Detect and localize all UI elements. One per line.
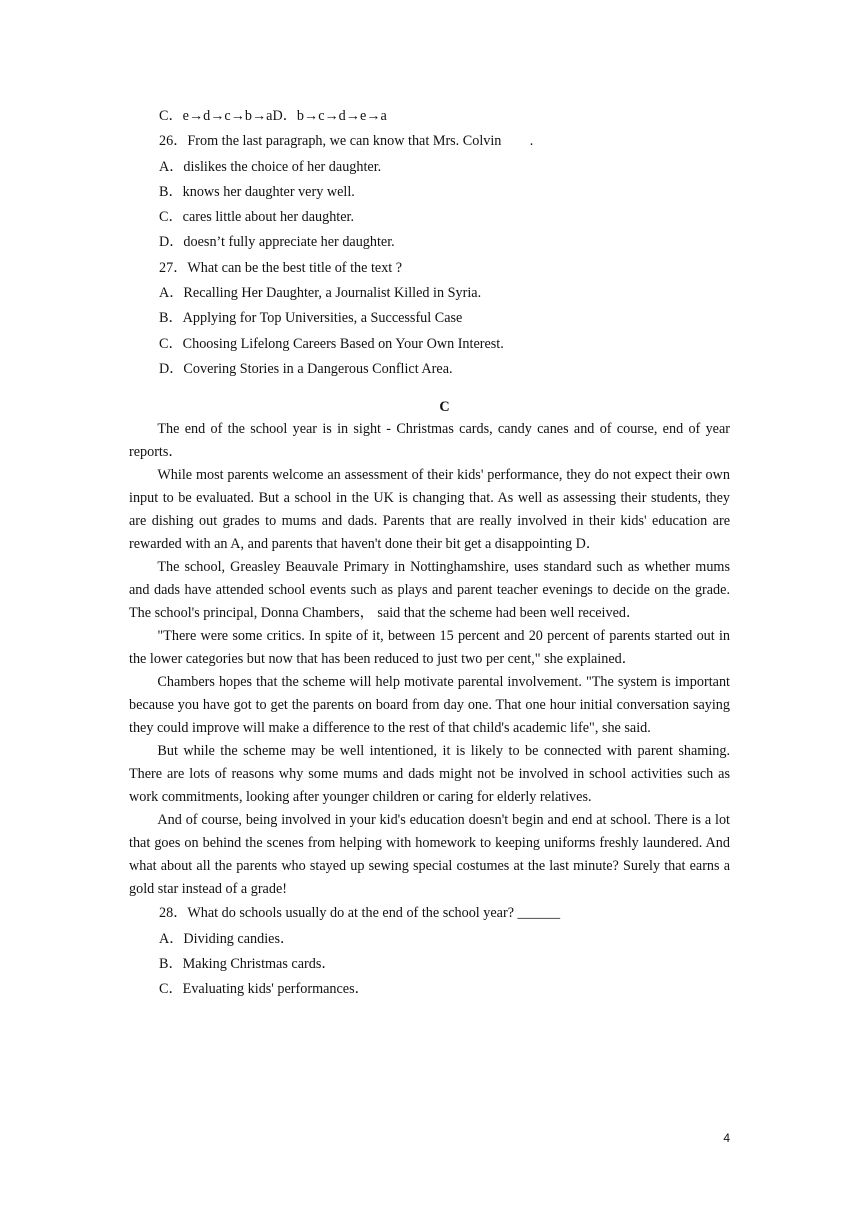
passage-paragraph: The end of the school year is in sight - Christmas cards, candy canes and of course, end of year reports．	[129, 421, 730, 461]
passage-paragraph: While most parents welcome an assessment of their kids' performance, they do not expect their own input to be evaluated. But a school in the UK is changing that. As well as assessing their students, they are dishing out grades to mums and dads. Parents that are really involved in their kids' education are rewarded with an A, and parents that haven't done their bit get a disappointing D．	[129, 467, 730, 553]
passage-paragraph: And of course, being involved in your kid's education doesn't begin and end at school. There is a lot that goes on behind the scenes from helping with homework to keeping uniforms freshly laundered. And what about all the parents who stayed up sewing special costumes at the last minute? Surely that earns a gold star instead of a grade!	[129, 812, 730, 898]
passage-paragraph: But while the scheme may be well intentioned, it is likely to be connected with parent shaming. There are lots of reasons why some mums and dads might not be involved in school activities such as work commitments, looking after younger children or caring for elderly relatives.	[129, 743, 730, 806]
option-line: D．doesn’t fully appreciate her daughter.	[159, 234, 395, 251]
option-line: C．Choosing Lifelong Careers Based on Your Own Interest.	[159, 335, 504, 352]
option-line: B．Making Christmas cards．	[159, 955, 336, 972]
section-title: C	[439, 399, 450, 416]
option-line: C．cares little about her daughter.	[159, 209, 355, 226]
option-line: D．Covering Stories in a Dangerous Conflict Area.	[159, 360, 453, 377]
question-26: 26．From the last paragraph, we can know that Mrs. Colvin .	[159, 133, 534, 150]
option-line: C．Evaluating kids' performances．	[159, 981, 369, 998]
option-line: A．Recalling Her Daughter, a Journalist Killed in Syria.	[159, 285, 482, 302]
option-line: C．e→d→c→b→aD．b→c→d→e→a	[159, 108, 387, 124]
passage-paragraph: The school, Greasley Beauvale Primary in Nottinghamshire, uses standard such as whether mums and dads have attended school events such as plays and parent teacher evenings to decide on the grade. The school's principal, Donna Chambers， said that the scheme had been well received．	[129, 559, 730, 622]
page-content	[129, 104, 730, 1002]
option-line: A．dislikes the choice of her daughter.	[159, 158, 382, 175]
question-28: 28．What do schools usually do at the end of the school year? ______	[159, 905, 561, 922]
option-line: A．Dividing candies．	[159, 930, 295, 947]
option-line: B．knows her daughter very well.	[159, 183, 355, 200]
option-line: B．Applying for Top Universities, a Successful Case	[159, 310, 463, 327]
passage-paragraph: Chambers hopes that the scheme will help motivate parental involvement. "The system is important because you have got to get the parents on board from day one. That one hour initial conversation saying they could improve will make a difference to the rest of that child's academic life", she said.	[129, 674, 730, 737]
passage-c	[129, 418, 730, 901]
passage-paragraph: "There were some critics. In spite of it, between 15 percent and 20 percent of parents started out in the lower categories but now that has been reduced to just two per cent," she explained．	[129, 628, 730, 668]
question-block-top	[159, 104, 730, 382]
question-block-bottom	[159, 901, 730, 1002]
question-27: 27．What can be the best title of the text ?	[159, 259, 403, 276]
page-number: 4	[723, 1131, 730, 1145]
